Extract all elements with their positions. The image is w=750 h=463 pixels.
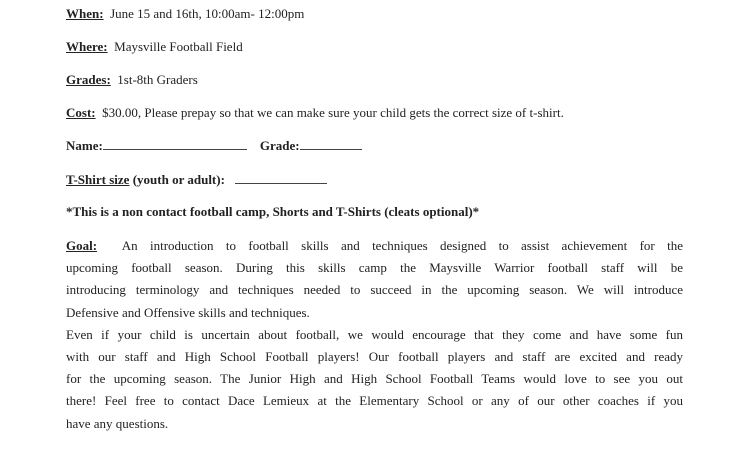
when-label: When:	[66, 6, 104, 21]
when-line	[66, 6, 304, 22]
goal-line-4: Defensive and Offensive skills and techniques.	[66, 304, 310, 320]
grade-label: Grade:	[259, 138, 300, 153]
tshirt-blank[interactable]	[235, 172, 327, 184]
goal-paragraph	[66, 235, 683, 435]
closing-line-5: have any questions.	[66, 415, 169, 431]
name-blank[interactable]	[103, 138, 247, 150]
closing-line-1: Even if your child is uncertain about football, we would encourage that they come and have some fun	[66, 326, 683, 342]
tshirt-label: T-Shirt size	[66, 172, 130, 187]
closing-line-2: with our staff and High School Football players! Our football players and staff are excited and ready	[66, 349, 683, 365]
goal-line-3: introducing terminology and techniques needed to succeed in the upcoming season. We will introduce	[66, 282, 683, 298]
goal-label: Goal:	[66, 238, 98, 253]
goal-line-2: upcoming football season. During this skills camp the Maysville Warrior football staff will be	[66, 260, 683, 276]
name-label: Name:	[66, 138, 103, 153]
notice: *This is a non contact football camp, Shorts and T-Shirts (cleats optional)*	[66, 204, 480, 219]
goal-line-1	[66, 235, 683, 257]
when-value: June 15 and 16th, 10:00am- 12:00pm	[110, 6, 305, 21]
cost-label: Cost:	[66, 105, 96, 120]
closing-line-3: for the upcoming season. The Junior High and High School Football Teams would love to see you out	[66, 371, 683, 387]
grades-line	[66, 72, 198, 88]
grades-label: Grades:	[66, 72, 111, 87]
goal-text-1: An introduction to football skills and techniques designed to assist achievement for the	[121, 238, 683, 253]
tshirt-suffix: (youth or adult):	[129, 172, 225, 187]
cost-line	[66, 105, 564, 121]
closing-line-4: there! Feel free to contact Dace Lemieux at the Elementary School or any of our other coaches if you	[66, 393, 683, 409]
grades-value: 1st-8th Graders	[117, 72, 198, 87]
name-grade-line	[66, 138, 362, 154]
where-line	[66, 39, 243, 55]
where-label: Where:	[66, 39, 108, 54]
grade-blank[interactable]	[300, 138, 362, 150]
cost-value: $30.00, Please prepay so that we can make sure your child gets the correct size of t-shirt.	[102, 105, 564, 120]
where-value: Maysville Football Field	[114, 39, 243, 54]
tshirt-line	[66, 172, 327, 188]
